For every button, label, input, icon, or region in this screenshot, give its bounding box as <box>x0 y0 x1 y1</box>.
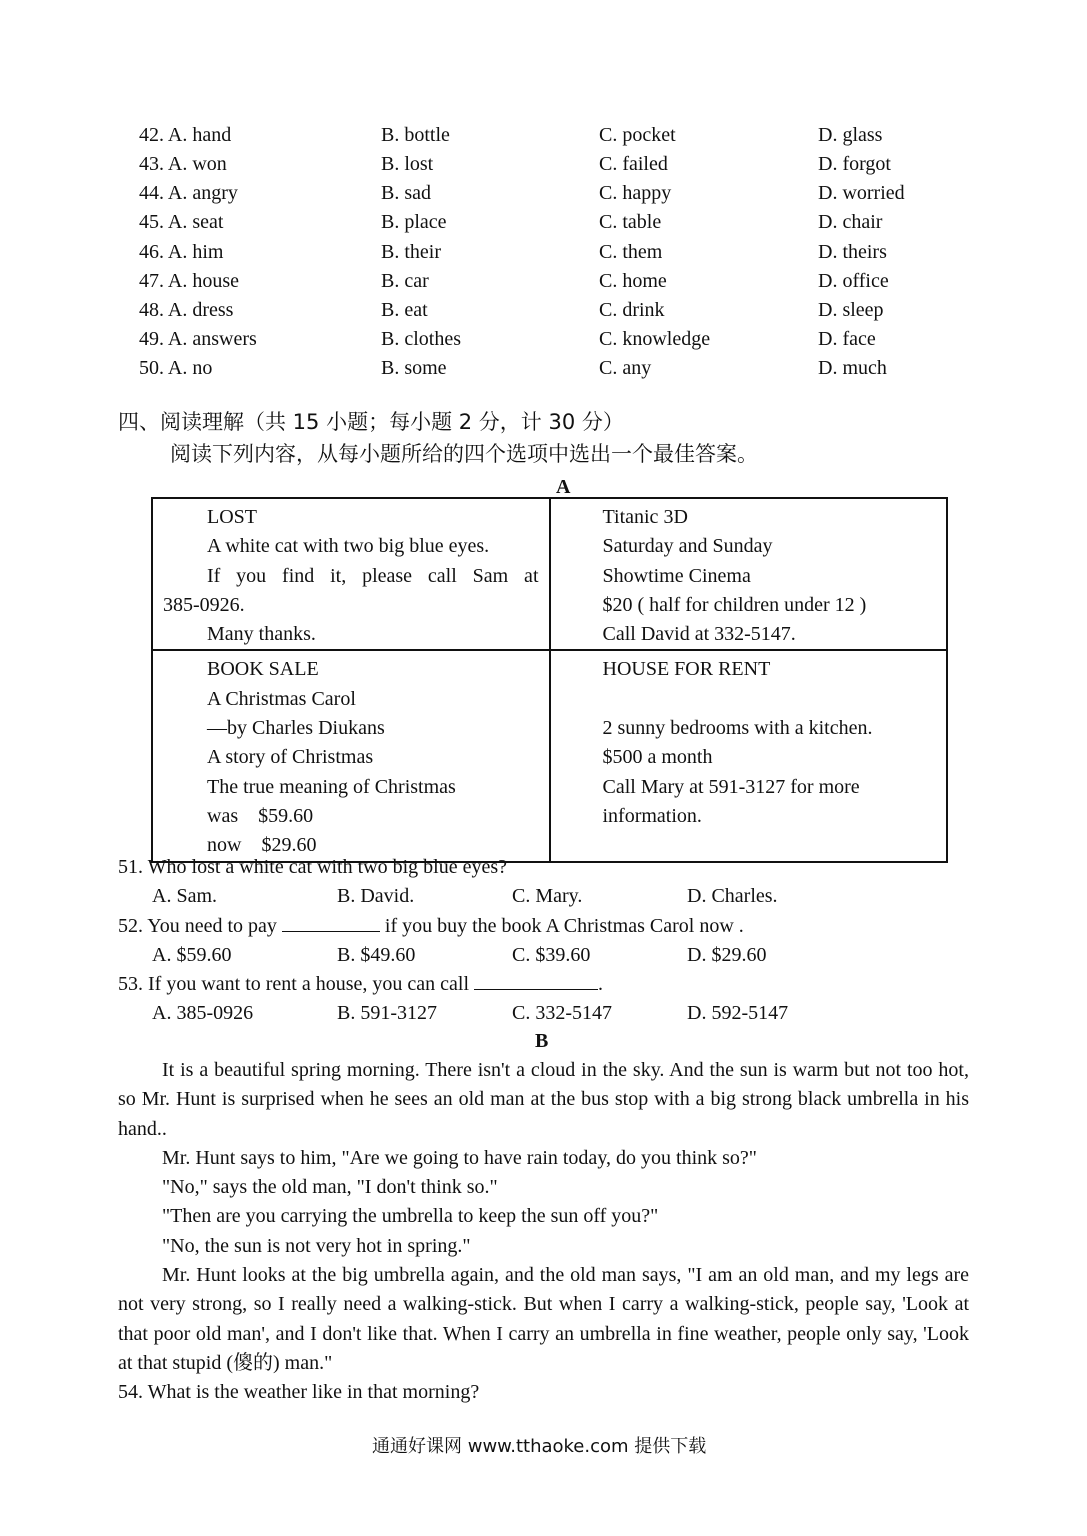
ad-house-for-rent <box>550 650 948 861</box>
option-b: B. some <box>381 357 447 379</box>
option-a: 47. A. house <box>139 270 240 292</box>
option-b: B. bottle <box>381 124 450 146</box>
option-a: 46. A. him <box>139 241 224 263</box>
option-a: 42. A. hand <box>139 124 232 146</box>
option-d: D. forgot <box>818 153 891 175</box>
option-c: C. them <box>599 241 663 263</box>
ad-lost-line3: Many thanks. <box>207 623 316 646</box>
option-c: C. 332-5147 <box>512 1002 612 1024</box>
option-a: 50. A. no <box>139 357 213 379</box>
option-b: B. David. <box>337 885 415 907</box>
option-c: C. Mary. <box>512 885 583 907</box>
footer-credit: 通通好课网 www.tthaoke.com 提供下载 <box>372 1436 707 1457</box>
option-c: C. $39.60 <box>512 944 591 966</box>
option-c: C. any <box>599 357 652 379</box>
section-instruction: 阅读下列内容，从每小题所给的四个选项中选出一个最佳答案。 <box>170 442 758 466</box>
option-d: D. theirs <box>818 241 887 263</box>
option-b: B. 591-3127 <box>337 1002 437 1024</box>
ad-lost <box>152 498 550 650</box>
option-row <box>0 210 1087 234</box>
ad-titanic-line2: Showtime Cinema <box>602 564 751 587</box>
option-row <box>0 356 1087 380</box>
story-paragraph: Mr. Hunt says to him, "Are we going to have rain today, do you think so?" <box>162 1146 757 1169</box>
option-c: C. happy <box>599 182 672 204</box>
ad-house-line3: Call Mary at 591-3127 for more <box>602 775 860 798</box>
ad-lost-line2b: 385-0926. <box>163 593 245 616</box>
question-53: 53. If you want to rent a house, you can call . <box>118 973 604 995</box>
option-b: B. their <box>381 241 441 263</box>
option-row <box>0 298 1087 322</box>
story-passage <box>118 1056 969 1408</box>
ad-book-line3: A story of Christmas <box>207 746 374 769</box>
option-row <box>0 123 1087 147</box>
ad-house-title: HOUSE FOR RENT <box>602 658 771 681</box>
option-a: A. $59.60 <box>152 944 232 966</box>
question-51-options <box>0 882 1087 910</box>
ad-titanic-line1: Saturday and Sunday <box>602 535 773 558</box>
option-d: D. worried <box>818 182 905 204</box>
question-52: 52. You need to pay if you buy the book A Christmas Carol now . <box>118 915 744 937</box>
option-c: C. table <box>599 211 662 233</box>
question-51: 51. Who lost a white cat with two big blue eyes? <box>118 856 507 878</box>
question-54: 54. What is the weather like in that morning? <box>118 1381 480 1404</box>
answer-blank <box>474 971 598 990</box>
ad-book-line4: The true meaning of Christmas <box>207 775 456 798</box>
option-a: 49. A. answers <box>139 328 257 350</box>
option-b: B. eat <box>381 299 428 321</box>
ad-book-was-price: was $59.60 <box>207 804 314 827</box>
option-d: D. much <box>818 357 887 379</box>
option-row <box>0 152 1087 176</box>
ad-book-line2: —by Charles Diukans <box>207 717 385 740</box>
option-c: C. failed <box>599 153 668 175</box>
ad-titanic-line4: Call David at 332-5147. <box>602 623 796 646</box>
option-c: C. knowledge <box>599 328 711 350</box>
answer-blank <box>282 913 380 932</box>
story-paragraph: "Then are you carrying the umbrella to keep the sun off you?" <box>162 1205 659 1228</box>
ad-lost-title: LOST <box>207 506 257 528</box>
option-a: A. 385-0926 <box>152 1002 254 1024</box>
ad-house-spacer <box>561 685 937 714</box>
option-b: B. car <box>381 270 429 292</box>
question-53-options <box>0 999 1087 1027</box>
story-paragraph: "No, the sun is not very hot in spring." <box>162 1234 471 1257</box>
ad-lost-line2a: If you find it, please call Sam at <box>207 564 539 587</box>
option-b: B. clothes <box>381 328 461 350</box>
ad-titanic <box>550 498 948 650</box>
option-a: 48. A. dress <box>139 299 234 321</box>
ad-lost-line1: A white cat with two big blue eyes. <box>207 535 490 558</box>
story-paragraph: Mr. Hunt looks at the big umbrella again, and the old man says, "I am an old man, and my legs are not very strong, so I really need a walking-stick. But when I carry a walking-stick, people say, 'Look at that poor old man', and I don't like that. When I carry an umbrella in fine weather, people only say, 'Look at that stupid (傻的) man." <box>118 1264 969 1374</box>
ad-titanic-title: Titanic 3D <box>602 506 688 528</box>
option-d: D. 592-5147 <box>687 1002 789 1024</box>
part-a-label: A <box>556 476 571 498</box>
option-d: D. chair <box>818 211 883 233</box>
question-52-options <box>0 941 1087 969</box>
option-row <box>0 327 1087 351</box>
option-row <box>0 269 1087 293</box>
part-b-label: B <box>535 1030 549 1052</box>
option-d: D. sleep <box>818 299 884 321</box>
ads-table <box>151 497 948 863</box>
option-a: A. Sam. <box>152 885 217 907</box>
option-c: C. home <box>599 270 667 292</box>
ad-book-line1: A Christmas Carol <box>207 687 356 710</box>
option-c: C. drink <box>599 299 665 321</box>
option-a: 44. A. angry <box>139 182 238 204</box>
ad-book-title: BOOK SALE <box>207 658 319 681</box>
ad-house-line4: information. <box>602 804 702 827</box>
option-b: B. sad <box>381 182 431 204</box>
option-b: B. lost <box>381 153 434 175</box>
option-d: D. office <box>818 270 889 292</box>
story-paragraph: "No," says the old man, "I don't think so." <box>162 1176 498 1199</box>
ad-titanic-line3: $20 ( half for children under 12 ) <box>602 593 867 616</box>
story-paragraph: It is a beautiful spring morning. There isn't a cloud in the sky. And the sun is warm but not too hot, so Mr. Hunt is surprised when he sees an old man at the bus stop with a big strong black umbrella in his hand.. <box>118 1059 969 1140</box>
option-d: D. glass <box>818 124 883 146</box>
ad-house-line1: 2 sunny bedrooms with a kitchen. <box>602 717 873 740</box>
option-row <box>0 240 1087 264</box>
ad-book-now-price: now $29.60 <box>207 834 317 857</box>
option-c: C. pocket <box>599 124 676 146</box>
option-a: 43. A. won <box>139 153 227 175</box>
option-d: D. face <box>818 328 876 350</box>
option-row <box>0 181 1087 205</box>
ad-house-line2: $500 a month <box>602 746 713 769</box>
option-d: D. Charles. <box>687 885 778 907</box>
option-a: 45. A. seat <box>139 211 224 233</box>
ad-book-sale <box>152 650 550 861</box>
section-title: 四、阅读理解（共 15 小题；每小题 2 分，计 30 分） <box>118 410 624 434</box>
option-b: B. place <box>381 211 447 233</box>
option-d: D. $29.60 <box>687 944 767 966</box>
option-b: B. $49.60 <box>337 944 416 966</box>
